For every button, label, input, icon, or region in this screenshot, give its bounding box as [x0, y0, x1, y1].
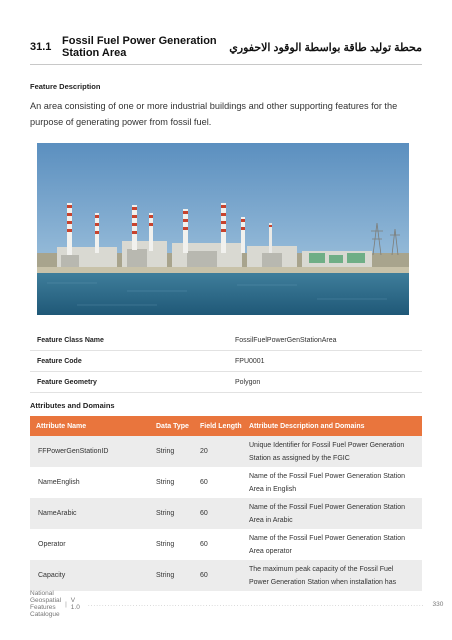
attributes-header: [30, 416, 422, 436]
footer-separator: |: [65, 600, 67, 608]
table-row: [30, 529, 422, 560]
footer-page-number: 330: [432, 600, 444, 608]
footer-dot-leader: ........................................................................................................................: [87, 600, 425, 608]
attribute-name: NameEnglish: [38, 479, 80, 486]
attribute-description: Unique Identifier for Fossil Fuel Power Generation Station as assigned by the FGIC: [249, 441, 405, 462]
attributes-table: [30, 416, 422, 591]
table-row: [30, 467, 422, 498]
footer-catalogue: National Geospatial Features Catalogue: [30, 590, 62, 618]
feature-code-row: [30, 351, 422, 372]
feature-class-value: FossilFuelPowerGenStationArea: [235, 336, 337, 344]
feature-code-value: FPU0001: [235, 357, 265, 365]
attribute-length: 60: [200, 541, 208, 548]
attribute-description: Name of the Fossil Fuel Power Generation Station Area in Arabic: [249, 503, 406, 524]
table-row: [30, 560, 422, 591]
footer-version: V 1.0: [70, 597, 80, 611]
feature-geometry-value: Polygon: [235, 378, 261, 386]
attribute-type: String: [156, 572, 175, 579]
feature-description-text: An area consisting of one or more industrial buildings and other supporting features for the purpose of generating power from fossil fuel.: [30, 101, 398, 127]
attribute-type: String: [156, 510, 175, 517]
feature-description-label: Feature Description: [30, 82, 101, 91]
feature-geometry-key: Feature Geometry: [37, 378, 97, 386]
page-footer: [30, 590, 444, 618]
attribute-description: Name of the Fossil Fuel Power Generation Station Area in English: [249, 472, 406, 493]
table-row: [30, 498, 422, 529]
attribute-name: FFPowerGenStationID: [38, 448, 109, 455]
attribute-name: Capacity: [38, 572, 66, 579]
attribute-description: Name of the Fossil Fuel Power Generation Station Area operator: [249, 534, 406, 555]
feature-class-table: [30, 330, 422, 393]
attribute-description: The maximum peak capacity of the Fossil Fuel Power Generation Station when installation has: [249, 565, 397, 586]
attribute-length: 60: [200, 479, 208, 486]
feature-class-key: Feature Class Name: [37, 336, 104, 344]
attribute-type: String: [156, 541, 175, 548]
attribute-type: String: [156, 448, 175, 455]
header-data-type: Data Type: [156, 422, 189, 430]
attribute-type: String: [156, 479, 175, 486]
attribute-length: 20: [200, 448, 208, 455]
attribute-name: NameArabic: [38, 510, 77, 517]
table-row: [30, 436, 422, 467]
feature-geometry-row: [30, 372, 422, 393]
attributes-label: Attributes and Domains: [30, 401, 115, 410]
header-description: Attribute Description and Domains: [249, 422, 365, 430]
section-heading: [30, 37, 422, 57]
section-number: 31.1: [30, 41, 52, 53]
feature-code-key: Feature Code: [37, 357, 82, 365]
heading-divider: [30, 64, 422, 65]
attribute-length: 60: [200, 572, 208, 579]
attribute-name: Operator: [38, 541, 66, 548]
section-title: Fossil Fuel Power Generation Station Area: [62, 35, 217, 59]
attribute-length: 60: [200, 510, 208, 517]
header-attribute-name: Attribute Name: [36, 422, 87, 430]
section-title-arabic: محطة توليد طاقة بواسطة الوقود الاحفوري: [229, 41, 422, 54]
power-station-photo: [37, 143, 409, 315]
header-field-length: Field Length: [200, 422, 242, 430]
feature-class-row: [30, 330, 422, 351]
